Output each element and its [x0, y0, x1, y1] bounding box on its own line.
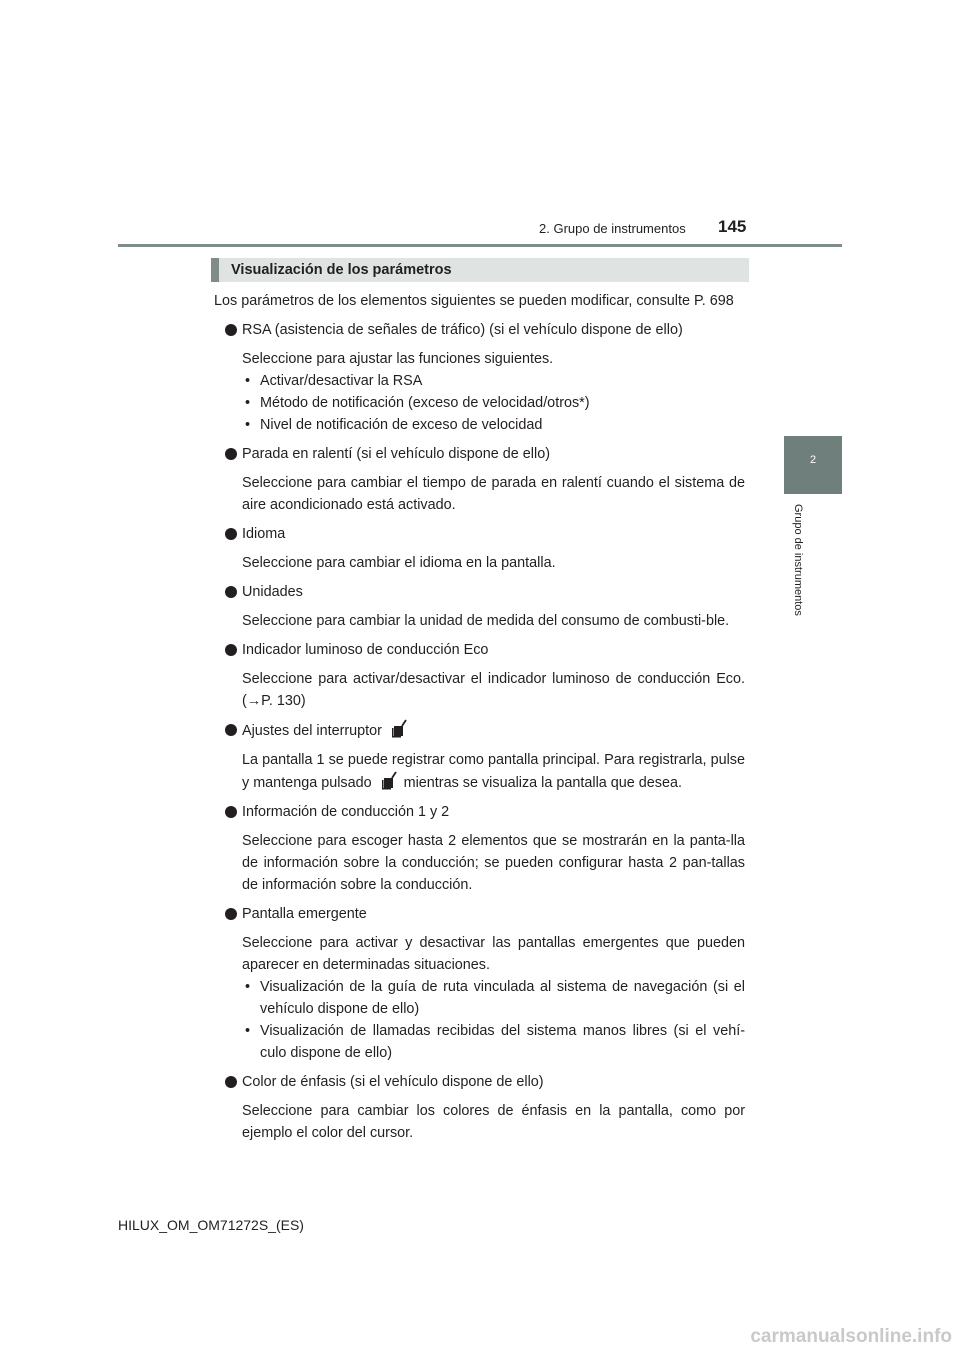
item-title: Color de énfasis (si el vehículo dispone de ello) — [242, 1074, 544, 1090]
list-item — [214, 1071, 745, 1093]
list-item — [214, 319, 745, 341]
intro-paragraph: Los parámetros de los elementos siguientes se pueden modificar, consulte P. 698 — [214, 293, 734, 309]
sub-item: • Visualización de llamadas recibidas del sistema manos libres (si el vehí-culo dispone de ello) — [242, 1020, 745, 1064]
item-title: RSA (asistencia de señales de tráfico) (si el vehículo dispone de ello) — [242, 322, 683, 338]
sub-bullet-icon: • — [245, 373, 251, 389]
item-title: Información de conducción 1 y 2 — [242, 804, 450, 820]
list-item — [214, 581, 745, 603]
item-description: Seleccione para activar/desactivar el indicador luminoso de conducción Eco. (→P. 130) — [242, 671, 745, 709]
sub-item: • Nivel de notificación de exceso de velocidad — [242, 414, 745, 436]
chapter-tab-number: 2 — [809, 454, 817, 466]
sub-item: • Visualización de la guía de ruta vinculada al sistema de navegación (si el vehículo dispone de ello) — [242, 976, 745, 1020]
sub-list — [214, 976, 745, 1064]
item-title: Unidades — [242, 584, 303, 600]
bullet-icon — [225, 528, 237, 540]
bullet-icon — [225, 644, 237, 656]
section-heading: Visualización de los parámetros — [231, 262, 452, 278]
section-heading-bar — [211, 258, 749, 282]
bullet-icon — [225, 324, 237, 336]
sub-bullet-icon: • — [245, 979, 251, 995]
bullet-icon — [225, 908, 237, 920]
display-switch-icon — [388, 719, 408, 739]
list-item — [214, 719, 745, 742]
content-body — [214, 290, 745, 1151]
item-description: La pantalla 1 se puede registrar como pantalla principal. Para registrarla, pulse y mantenga pulsado mientras se visualiza la pantalla que desea. — [242, 752, 745, 791]
item-title: Pantalla emergente — [242, 906, 367, 922]
display-switch-icon — [378, 771, 398, 791]
sub-item: • Activar/desactivar la RSA — [242, 370, 745, 392]
item-title: Indicador luminoso de conducción Eco — [242, 642, 489, 658]
item-title: Idioma — [242, 526, 286, 542]
item-description: Seleccione para cambiar la unidad de medida del consumo de combusti-ble. — [242, 613, 730, 629]
chapter-tab-label: Grupo de instrumentos — [792, 504, 804, 616]
item-description: Seleccione para cambiar el tiempo de parada en ralentí cuando el sistema de aire acondicionado está activado. — [242, 475, 745, 513]
item-title: Parada en ralentí (si el vehículo dispone de ello) — [242, 446, 550, 462]
list-item — [214, 801, 745, 823]
item-description: Seleccione para cambiar el idioma en la pantalla. — [242, 555, 556, 571]
sub-list — [214, 370, 745, 436]
item-description: Seleccione para escoger hasta 2 elementos que se mostrarán en la panta-lla de información sobre la conducción; se pueden configurar hasta 2 pan-tallas de información sobre la conducción. — [242, 833, 745, 893]
list-item — [214, 523, 745, 545]
sub-bullet-icon: • — [245, 417, 251, 433]
bullet-icon — [225, 448, 237, 460]
bullet-icon — [225, 724, 237, 736]
bullet-icon — [225, 806, 237, 818]
item-description: Seleccione para ajustar las funciones siguientes. — [242, 351, 554, 367]
chapter-tab — [784, 436, 842, 494]
sub-bullet-icon: • — [245, 1023, 251, 1039]
item-title: Ajustes del interruptor — [242, 723, 382, 739]
list-item — [214, 443, 745, 465]
list-item — [214, 639, 745, 661]
sub-item: • Método de notificación (exceso de velocidad/otros*) — [242, 392, 745, 414]
watermark: carmanualsonline.info — [750, 1326, 952, 1347]
item-description: Seleccione para activar y desactivar las pantallas emergentes que pueden aparecer en determinadas situaciones. — [242, 935, 745, 973]
header-divider — [118, 244, 842, 247]
item-description: Seleccione para cambiar los colores de énfasis en la pantalla, como por ejemplo el color del cursor. — [242, 1103, 745, 1141]
header-section-title: 2. Grupo de instrumentos — [539, 221, 686, 236]
bullet-icon — [225, 1076, 237, 1088]
document-code: HILUX_OM_OM71272S_(ES) — [118, 1217, 304, 1233]
bullet-icon — [225, 586, 237, 598]
page-number: 145 — [718, 217, 747, 236]
sub-bullet-icon: • — [245, 395, 251, 411]
list-item — [214, 903, 745, 925]
